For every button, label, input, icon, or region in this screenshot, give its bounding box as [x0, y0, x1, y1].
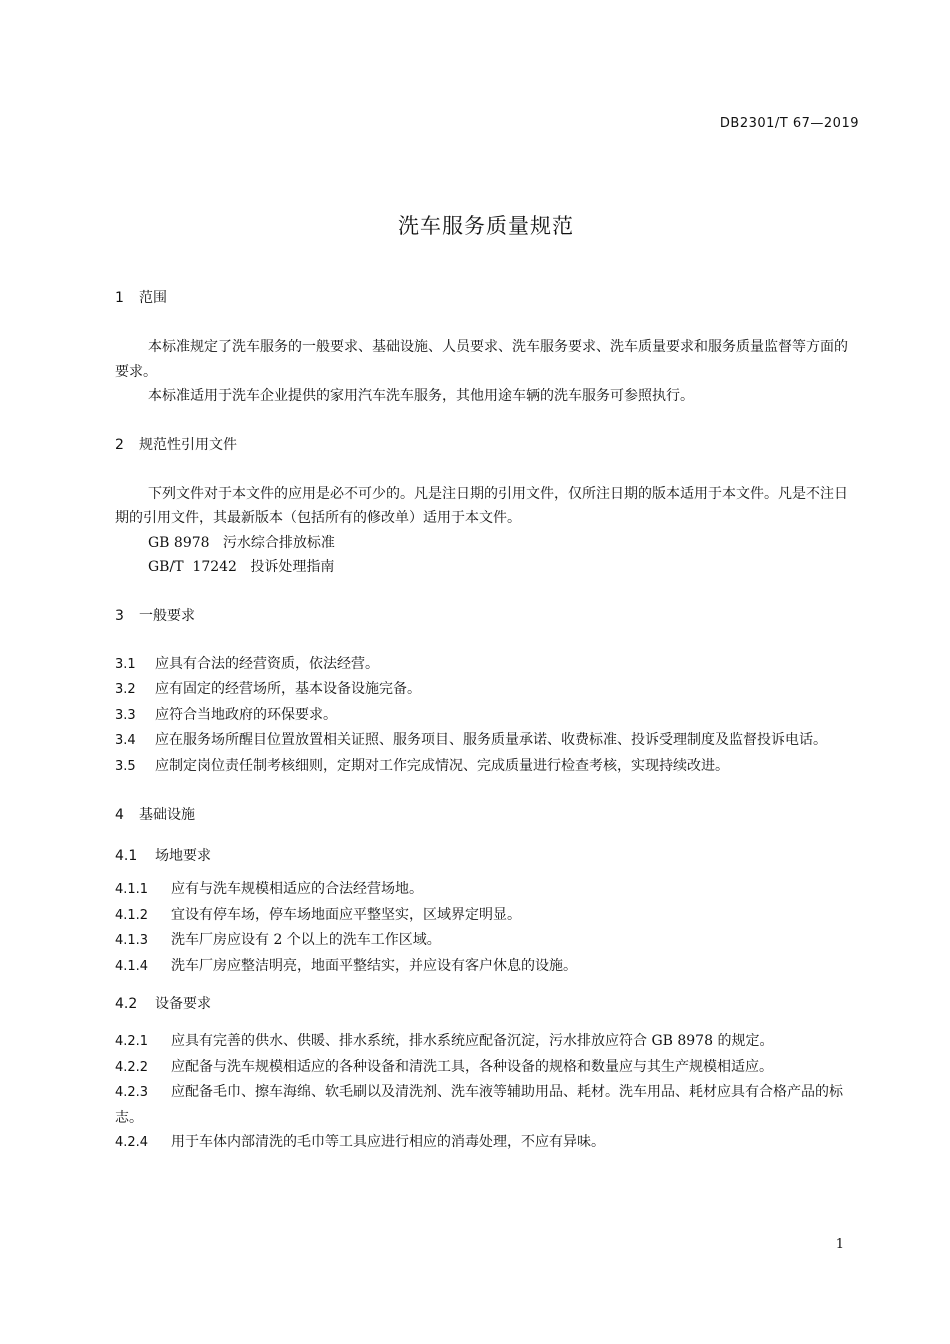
clause-number: 3.2: [115, 682, 136, 697]
section-title: 基础设施: [139, 807, 195, 823]
clause-number: 3.1: [115, 656, 136, 672]
clause-text: 应具有完善的供水、供暖、排水系统，排水系统应配备沉淀，污水排放应符合 GB 8978 的规定。: [171, 1033, 774, 1049]
clause: [115, 954, 860, 980]
clause: [115, 903, 860, 929]
clause-text: 应配备毛巾、擦车海绵、软毛刷以及清洗剂、洗车液等辅助用品、耗材。洗车用品、耗材应具有合格产品的标志。: [115, 1084, 843, 1126]
clause: [115, 928, 860, 954]
section-title: 规范性引用文件: [139, 436, 237, 453]
subsection-number: 4.2: [115, 996, 138, 1012]
clause-text: 应在服务场所醒目位置放置相关证照、服务项目、服务质量承诺、收费标准、投诉受理制度及监督投诉电话。: [155, 732, 827, 748]
clause-number: 4.1.1: [115, 882, 149, 897]
section-number: 3: [115, 607, 124, 624]
section-number: 2: [115, 436, 124, 453]
clause-number: 4.1.2: [115, 907, 149, 923]
clause-text: 用于车体内部清洗的毛巾等工具应进行相应的消毒处理，不应有异味。: [171, 1134, 605, 1150]
section-heading-4: [115, 803, 860, 827]
clause-text: 应有固定的经营场所，基本设备设施完备。: [155, 681, 421, 697]
scope-paragraph: 本标准规定了洗车服务的一般要求、基础设施、人员要求、洗车服务要求、洗车质量要求和服务质量监督等方面的要求。: [115, 339, 848, 380]
subsection-title: 设备要求: [155, 996, 211, 1012]
section-title: 范围: [139, 290, 167, 306]
clause: [115, 1080, 860, 1130]
reference-item: [115, 531, 860, 556]
subsection-heading-4-1: [115, 844, 860, 868]
clause-number: 4.1.4: [115, 958, 149, 974]
clause-text: 应配备与洗车规模相适应的各种设备和清洗工具，各种设备的规格和数量应与其生产规模相适应。: [171, 1058, 773, 1075]
section-number: 4: [115, 807, 124, 823]
section-number: 1: [115, 290, 124, 306]
clause-number: 4.2.4: [115, 1135, 149, 1150]
reference-code: GB 8978: [148, 534, 210, 551]
clause: [115, 877, 860, 903]
reference-item: [115, 555, 860, 580]
clause: [115, 1130, 860, 1156]
clause-number: 4.2.1: [115, 1034, 149, 1049]
clause-text: 应有与洗车规模相适应的合法经营场地。: [171, 881, 423, 897]
section-heading-3: [115, 604, 860, 628]
section-heading-2: [115, 433, 860, 457]
clause-number: 3.3: [115, 707, 136, 723]
clause: [115, 728, 860, 754]
clause: [115, 1055, 860, 1081]
document-title: 洗车服务质量规范: [398, 214, 574, 238]
clause-text: 洗车厂房应设有 2 个以上的洗车工作区域。: [171, 932, 441, 948]
clause: [115, 703, 860, 729]
document-code: DB2301/T 67—2019: [719, 116, 859, 131]
clause: [115, 754, 860, 780]
reference-name: 污水综合排放标准: [222, 534, 335, 551]
clause-text: 洗车厂房应整洁明亮，地面平整结实，并应设有客户休息的设施。: [171, 957, 577, 974]
section-heading-1: [115, 286, 860, 310]
clause: [115, 677, 860, 703]
clause: [115, 1029, 860, 1055]
subsection-number: 4.1: [115, 848, 138, 864]
clause-text: 应符合当地政府的环保要求。: [155, 706, 337, 723]
clause-number: 3.4: [115, 733, 136, 748]
clause: [115, 652, 860, 678]
document-body: [115, 286, 860, 1156]
scope-paragraph: 本标准适用于洗车企业提供的家用汽车洗车服务，其他用途车辆的洗车服务可参照执行。: [148, 388, 694, 404]
clause-number: 4.2.3: [115, 1085, 149, 1100]
clause-number: 4.1.3: [115, 933, 149, 948]
clause-text: 应制定岗位责任制考核细则，定期对工作完成情况、完成质量进行检查考核，实现持续改进。: [155, 757, 729, 774]
reference-code: GB/T 17242: [148, 559, 237, 575]
clause-text: 应具有合法的经营资质，依法经营。: [155, 655, 379, 672]
clause-text: 宜设有停车场，停车场地面应平整坚实，区域界定明显。: [171, 906, 521, 923]
subsection-title: 场地要求: [155, 848, 211, 864]
page-number: 1: [835, 1237, 844, 1252]
subsection-heading-4-2: [115, 992, 860, 1016]
section-title: 一般要求: [139, 607, 195, 624]
clause-number: 3.5: [115, 758, 136, 774]
reference-name: 投诉处理指南: [250, 559, 335, 575]
references-paragraph: 下列文件对于本文件的应用是必不可少的。凡是注日期的引用文件，仅所注日期的版本适用于本文件。凡是不注日期的引用文件，其最新版本（包括所有的修改单）适用于本文件。: [115, 485, 848, 526]
clause-number: 4.2.2: [115, 1059, 149, 1075]
